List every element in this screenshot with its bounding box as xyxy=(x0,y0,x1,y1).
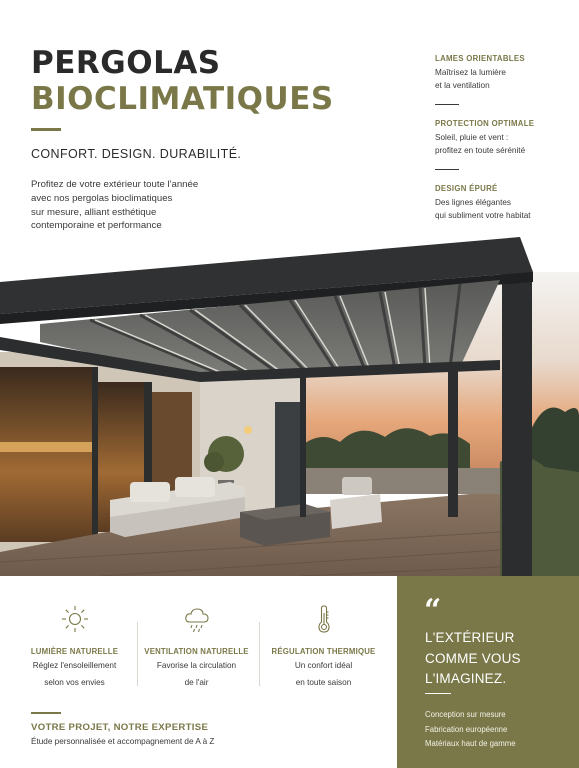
title-line-1: PERGOLAS xyxy=(31,45,221,81)
benefit-title: RÉGULATION THERMIQUE xyxy=(271,647,376,656)
project-desc: Étude personnalisée et accompagnement de A à Z xyxy=(31,737,215,746)
quote-panel xyxy=(397,576,579,768)
feature-divider xyxy=(435,104,459,105)
benefit-desc-line: Un confort idéal xyxy=(294,661,353,670)
quote-line: L'IMAGINEZ. xyxy=(425,671,507,686)
benefit-item xyxy=(139,604,254,689)
benefit-item xyxy=(17,604,132,689)
benefit-title: LUMIÈRE NATURELLE xyxy=(30,647,119,656)
quote-point: Conception sur mesure xyxy=(425,710,506,719)
quote-points xyxy=(425,708,516,752)
feature-desc-line: Soleil, pluie et vent : xyxy=(435,133,509,142)
feature-title: DESIGN ÉPURÉ xyxy=(435,184,498,193)
project-divider xyxy=(31,712,61,714)
quote-point: Matériaux haut de gamme xyxy=(425,739,516,748)
page-title xyxy=(31,45,334,117)
feature-desc-line: Des lignes élégantes xyxy=(435,198,512,207)
feature-item xyxy=(435,119,575,170)
feature-desc-line: profitez en toute sérénité xyxy=(435,145,526,155)
title-divider xyxy=(31,128,61,131)
benefit-desc-line: de l'air xyxy=(184,677,209,687)
title-line-2: BIOCLIMATIQUES xyxy=(31,81,334,117)
intro-line: avec nos pergolas bioclimatiques xyxy=(31,192,173,204)
benefit-item xyxy=(266,604,381,689)
benefit-desc-line: Favorise la circulation xyxy=(156,661,237,670)
thermometer-icon xyxy=(266,604,381,634)
benefit-desc-line: Réglez l'ensoleillement xyxy=(32,661,117,670)
sun-icon xyxy=(17,604,132,634)
benefit-desc-line: en toute saison xyxy=(295,677,352,687)
tagline: CONFORT. DESIGN. DURABILITÉ. xyxy=(31,147,242,161)
benefit-title: VENTILATION NATURELLE xyxy=(144,647,249,656)
quote-line: L'EXTÉRIEUR xyxy=(425,630,515,645)
pergola-photo xyxy=(0,232,579,576)
benefit-divider xyxy=(259,622,260,686)
feature-desc-line: Maîtrisez la lumière xyxy=(435,68,506,77)
quote-point: Fabrication européenne xyxy=(425,724,508,734)
cloud-rain-icon xyxy=(139,604,254,634)
feature-title: LAMES ORIENTABLES xyxy=(435,54,525,63)
quote-text xyxy=(425,628,521,690)
quote-line: COMME VOUS xyxy=(425,650,521,666)
feature-divider xyxy=(435,169,459,170)
quote-mark-icon: “ xyxy=(424,593,442,628)
benefit-desc-line: selon vos envies xyxy=(44,677,105,687)
feature-desc-line: qui subliment votre habitat xyxy=(435,210,531,220)
intro-line: Profitez de votre extérieur toute l'année xyxy=(31,179,199,190)
benefit-divider xyxy=(137,622,138,686)
feature-list xyxy=(435,54,575,222)
project-title: VOTRE PROJET, NOTRE EXPERTISE xyxy=(31,722,209,733)
feature-title: PROTECTION OPTIMALE xyxy=(435,119,535,128)
intro-line: sur mesure, alliant esthétique xyxy=(31,206,157,218)
feature-item xyxy=(435,184,575,222)
feature-item xyxy=(435,54,575,105)
quote-divider xyxy=(425,693,451,694)
pergola-illustration xyxy=(0,232,579,576)
feature-desc-line: et la ventilation xyxy=(435,80,490,90)
benefits-section xyxy=(0,576,397,768)
intro-line: contemporaine et performance xyxy=(31,220,162,232)
